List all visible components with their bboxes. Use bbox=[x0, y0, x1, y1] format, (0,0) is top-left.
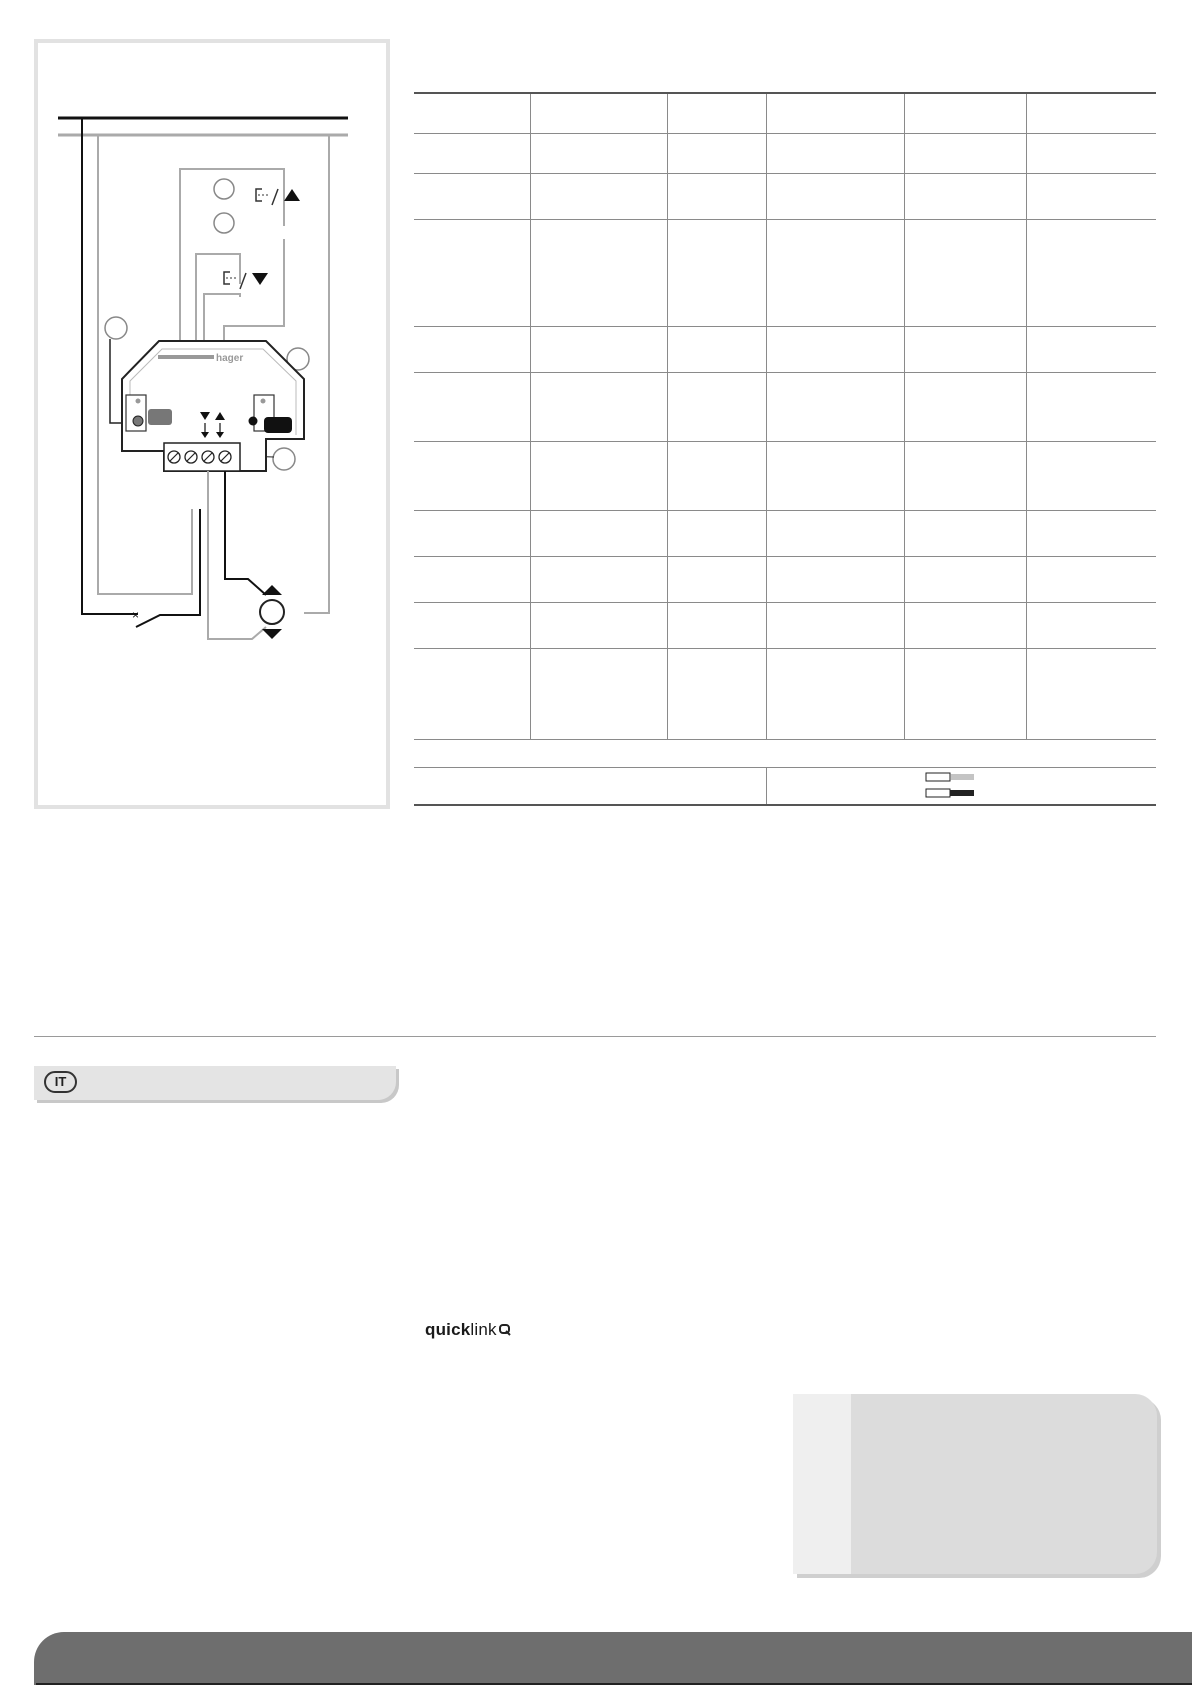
down-arrow-icon bbox=[252, 273, 268, 285]
table-row bbox=[414, 173, 1156, 219]
motor-down-arrow-icon bbox=[262, 629, 282, 639]
switch-wire bbox=[136, 509, 200, 627]
quicklink-bold-text: quick bbox=[425, 1320, 471, 1339]
language-badge: IT bbox=[44, 1071, 77, 1093]
module-led-right bbox=[249, 417, 258, 426]
quicklink-icon bbox=[499, 1324, 511, 1336]
callout-circle-2 bbox=[214, 213, 234, 233]
module-led-left bbox=[133, 416, 143, 426]
table-row bbox=[414, 767, 1156, 805]
brand-label: hager bbox=[216, 353, 244, 364]
module-button-right bbox=[264, 417, 292, 433]
table-row bbox=[414, 441, 1156, 510]
junction-mark-icon: × bbox=[132, 608, 140, 622]
motor-up-arrow-icon bbox=[262, 585, 282, 595]
note-box-strip bbox=[793, 1394, 851, 1574]
language-section-bar bbox=[34, 1066, 396, 1100]
table-row bbox=[414, 556, 1156, 602]
cable-strip-icon bbox=[924, 769, 1044, 803]
module-button-left bbox=[148, 409, 172, 425]
footer-bar bbox=[34, 1632, 1192, 1685]
motor-down-wire bbox=[208, 471, 266, 639]
table-row bbox=[414, 739, 1156, 767]
callout-circle-left bbox=[105, 317, 127, 339]
table-row bbox=[414, 648, 1156, 739]
table-row bbox=[414, 133, 1156, 173]
quicklink-regular-text: link bbox=[470, 1320, 497, 1339]
callout-circle-terminal bbox=[273, 448, 295, 470]
callout-circle-1 bbox=[214, 179, 234, 199]
spec-table bbox=[414, 92, 1156, 806]
section-divider bbox=[34, 1036, 1156, 1037]
motor-icon bbox=[260, 600, 284, 624]
table-row bbox=[414, 602, 1156, 648]
table-row bbox=[414, 372, 1156, 441]
up-arrow-icon bbox=[284, 189, 300, 201]
neutral-motor-wire bbox=[304, 135, 329, 613]
table-row bbox=[414, 219, 1156, 326]
quicklink-logo bbox=[425, 1320, 511, 1340]
table-row bbox=[414, 326, 1156, 372]
wiring-diagram bbox=[34, 39, 390, 809]
note-box bbox=[793, 1394, 1157, 1574]
table-row bbox=[414, 510, 1156, 556]
motor-up-wire bbox=[225, 471, 266, 595]
table-row bbox=[414, 93, 1156, 133]
